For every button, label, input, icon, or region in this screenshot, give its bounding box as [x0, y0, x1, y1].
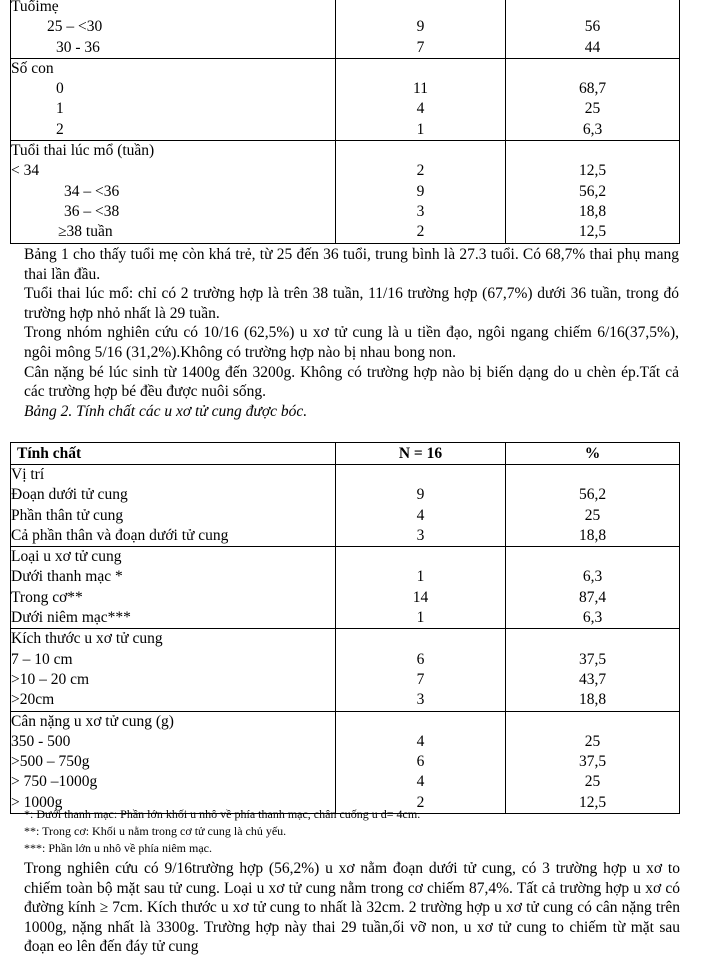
row-label: 7 – 10 cm: [11, 650, 73, 668]
row-pct: 68,7: [578, 80, 607, 98]
table-row: [11, 465, 680, 547]
row-n: 2: [416, 223, 425, 241]
section-title: Vị trí: [11, 466, 45, 483]
row-n: 7: [416, 670, 425, 688]
footnote: *: Dưới thanh mạc: Phần lớn khối u nhô về phía thanh mạc, chân cuống u d= 4cm.: [24, 807, 421, 821]
table-cell-n: [336, 547, 506, 629]
section-title: Số con: [11, 59, 54, 77]
row-pct: 37,5: [578, 650, 607, 668]
row-label: Dưới niêm mạc***: [11, 609, 131, 627]
table-cell-n: [336, 465, 506, 547]
table-cell-pct: [506, 141, 680, 243]
row-label: 1: [56, 100, 64, 118]
row-n: 4: [416, 732, 425, 750]
table-cell-n: [336, 629, 506, 711]
row-label: 34 – <36: [64, 182, 120, 200]
table-cell-n: [336, 0, 506, 58]
table-row: [11, 629, 680, 711]
row-n: 3: [416, 202, 425, 220]
row-label: Trong cơ**: [11, 588, 83, 606]
body-text-2: Trong nghiên cứu có 9/16trường hợp (56,2%) u xơ nằm đoạn dưới tử cung, có 3 trường hợp u xơ to chiếm toàn bộ mặt sau tử cung. Loại u xơ tử cung nằm trong cơ chiếm 87,4%. Tất cả trường hợp u xơ có đường kính ≥ 7cm. Kích thước u xơ tử cung to nhất là 32cm. 2 trường hợp u xơ tử cung có cân nặng trên 1000g, nặng nhất là 3300g. Trường hợp này thai 29 tuần,ối vỡ non, u xơ tử cung to chiếm từ mặt sau đoạn eo lên đến đáy tử cung: [24, 860, 680, 956]
table-cell-pct: [506, 711, 680, 813]
table-cell-label: [11, 141, 336, 243]
row-pct: 12,5: [578, 162, 607, 180]
section-title: Tuổimẹ: [11, 0, 59, 15]
table-cell-pct: [506, 58, 680, 140]
row-label: >10 – 20 cm: [11, 670, 90, 688]
table-cell-pct: [506, 465, 680, 547]
row-pct: 18,8: [578, 202, 607, 220]
row-label: < 34: [11, 162, 40, 180]
row-pct: 18,8: [578, 691, 607, 709]
row-label: 25 – <30: [47, 18, 103, 36]
table-cell-label: [11, 711, 336, 813]
row-n: 7: [416, 38, 425, 56]
paragraph: Bảng 1 cho thấy tuổi mẹ còn khá trẻ, từ 25 đến 36 tuổi, trung bình là 27.3 tuổi. Có 68,7% thai phụ mang thai lần đầu.: [24, 246, 679, 283]
row-n: 9: [416, 182, 425, 200]
column-header: %: [506, 443, 680, 465]
row-pct: 37,5: [578, 753, 607, 771]
row-n: 9: [416, 486, 425, 504]
paragraph: Tuổi thai lúc mổ: chỉ có 2 trường hợp là trên 38 tuần, 11/16 trường hợp (67,7%) dưới 36 tuần, trong đó trường hợp nhỏ nhất là 29 tuần.: [24, 285, 679, 322]
row-pct: 6,3: [582, 609, 603, 627]
row-pct: 12,5: [578, 223, 607, 241]
paragraph: Cân nặng bé lúc sinh từ 1400g đến 3200g. Không có trường hợp nào bị biến dạng do u chèn ép.Tất cả các trường hợp bé đều được nuôi sống.: [24, 363, 679, 401]
table-cell-label: [11, 465, 336, 547]
table-cell-pct: [506, 629, 680, 711]
table-2-caption: Bảng 2. Tính chất các u xơ tử cung được bóc.: [24, 402, 308, 420]
row-pct: 18,8: [578, 526, 607, 544]
row-pct: 12,5: [578, 793, 607, 811]
section-title: Kích thước u xơ tử cung: [11, 630, 163, 648]
row-pct: 56,2: [578, 486, 607, 504]
table-cell-n: [336, 58, 506, 140]
row-n: 9: [416, 18, 425, 36]
table-1: [10, 0, 680, 244]
table-cell-n: [336, 711, 506, 813]
row-n: 4: [416, 773, 425, 791]
table-row: [11, 711, 680, 813]
row-label: Phần thân tử cung: [11, 506, 124, 524]
row-n: 6: [416, 753, 425, 771]
row-n: 2: [416, 793, 425, 811]
table-cell-label: [11, 629, 336, 711]
row-n: 11: [413, 80, 428, 98]
footnote: **: Trong cơ: Khối u nằm trong cơ tử cung là chủ yếu.: [24, 824, 287, 838]
table-cell-label: [11, 547, 336, 629]
body-text-1: [24, 245, 679, 421]
row-n: 3: [416, 526, 425, 544]
row-pct: 6,3: [582, 568, 603, 586]
section-title: Tuổi thai lúc mổ (tuần): [11, 142, 155, 160]
table-row: [11, 0, 680, 58]
row-n: 1: [416, 568, 425, 586]
row-pct: 56: [584, 18, 601, 36]
table-cell-pct: [506, 547, 680, 629]
row-n: 4: [416, 506, 425, 524]
table-cell-n: [336, 141, 506, 243]
row-n: 2: [416, 162, 425, 180]
table-cell-label: [11, 58, 336, 140]
row-label: 2: [56, 120, 64, 138]
row-label: 0: [56, 80, 64, 98]
row-label: Đoạn dưới tử cung: [11, 486, 128, 504]
row-label: >500 – 750g: [11, 753, 90, 771]
table-row: [11, 58, 680, 140]
row-pct: 44: [584, 38, 601, 56]
row-label: 36 – <38: [64, 202, 120, 220]
row-label: > 750 –1000g: [11, 773, 98, 791]
row-label: 350 - 500: [11, 732, 71, 750]
table-row: [11, 547, 680, 629]
row-pct: 25: [584, 773, 601, 791]
section-title: Cân nặng u xơ tử cung (g): [11, 712, 174, 730]
table-cell-pct: [506, 0, 680, 58]
table-cell-label: [11, 0, 336, 58]
table-row: [11, 141, 680, 243]
row-label: ≥38 tuần: [58, 223, 113, 241]
row-pct: 43,7: [578, 670, 607, 688]
row-n: 14: [412, 588, 429, 606]
footnote: ***: Phần lớn u nhô về phía niêm mạc.: [24, 841, 212, 855]
row-n: 1: [416, 120, 425, 138]
row-pct: 25: [584, 506, 601, 524]
row-pct: 25: [584, 732, 601, 750]
row-pct: 87,4: [578, 588, 607, 606]
section-title: Loại u xơ tử cung: [11, 548, 122, 566]
row-n: 4: [416, 100, 425, 118]
table-2-notes: [24, 806, 679, 857]
column-header: Tính chất: [11, 443, 336, 465]
row-pct: 6,3: [582, 120, 603, 138]
row-n: 6: [416, 650, 425, 668]
row-label: 30 - 36: [56, 38, 100, 56]
row-label: >20cm: [11, 691, 55, 709]
row-label: Dưới thanh mạc *: [11, 568, 123, 586]
row-pct: 56,2: [578, 182, 607, 200]
table-2: [10, 442, 680, 814]
row-n: 1: [416, 609, 425, 627]
table-header-row: [11, 443, 680, 465]
row-label: > 1000g: [11, 793, 63, 811]
column-header: N = 16: [336, 443, 506, 465]
row-n: 3: [416, 691, 425, 709]
row-label: Cả phần thân và đoạn dưới tử cung: [11, 526, 229, 544]
paragraph: Trong nhóm nghiên cứu có 10/16 (62,5%) u xơ tử cung là u tiền đạo, ngôi ngang chiếm 6/16(37,5%), ngôi mông 5/16 (31,2%).Không có trường hợp nào bị nhau bong non.: [24, 324, 679, 361]
row-pct: 25: [584, 100, 601, 118]
